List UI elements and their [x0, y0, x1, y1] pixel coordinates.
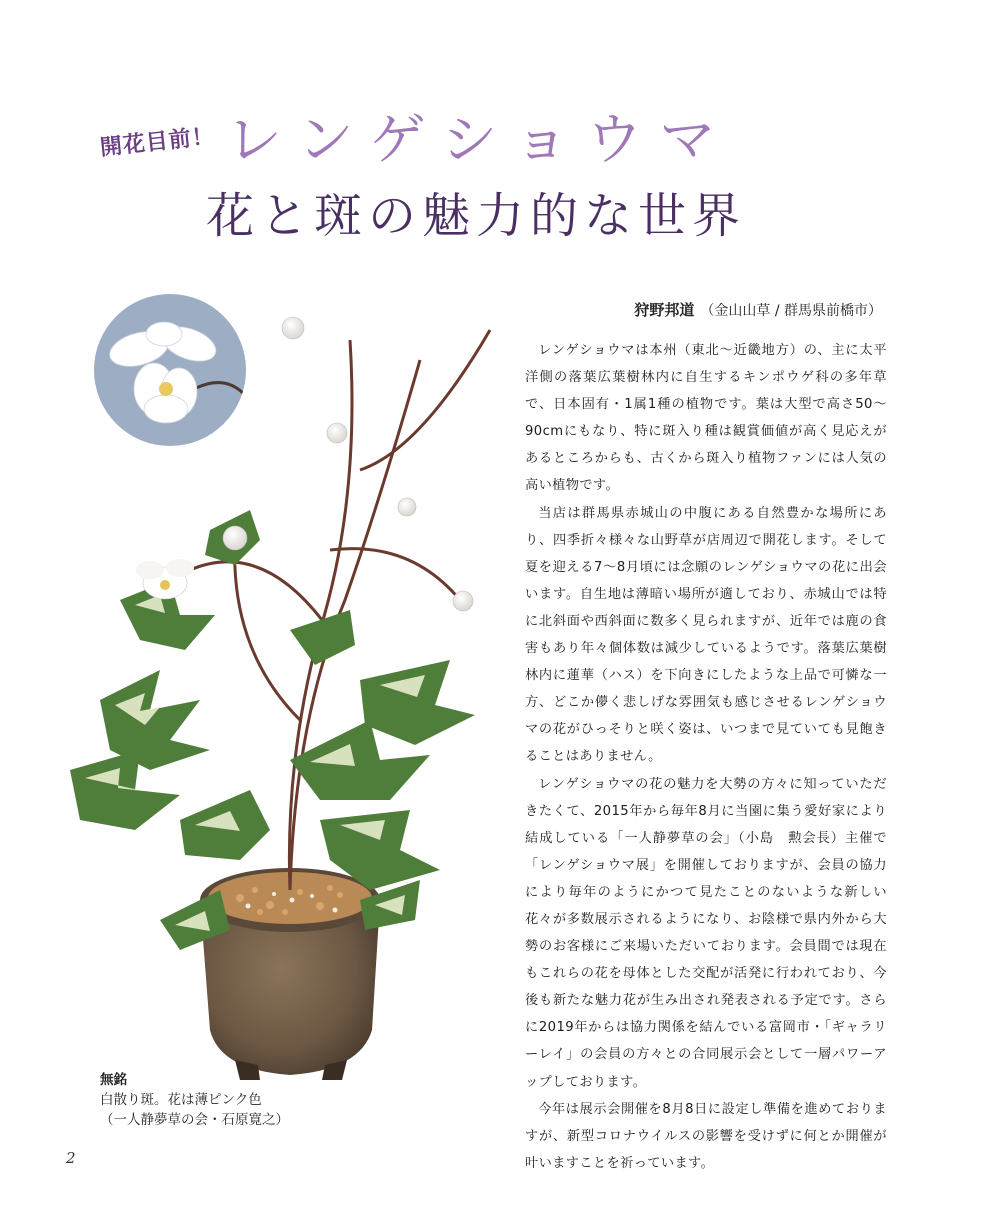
pot — [200, 868, 380, 1080]
author-byline — [634, 299, 882, 320]
photo-caption — [100, 1070, 289, 1130]
paragraph-1: レンゲショウマは本州（東北〜近畿地方）の、主に太平洋側の落葉広葉樹林内に自生するキンポウゲ科の多年草で、日本固有・1属1種の植物です。葉は大型で高さ50〜90cmにもなり、特に斑入り種は観賞価値が高く見応えがあるところからも、古くから斑入り植物ファンには人気の高い植物です。 — [525, 343, 887, 494]
article-subtitle: 花と斑の魅力的な世界 — [206, 188, 747, 244]
article-title: レンゲショウマ — [226, 108, 733, 173]
paragraph-3: レンゲショウマの花の魅力を大勢の方々に知っていただきたくて、2015年から毎年8月に当園に集う愛好家により結成している「一人静夢草の会」（小島 勲会長）主催で「レンゲショウマ展」を開催しておりますが、会員の協力により毎年のようにかつて見たことのないような新しい花々が多数展示されるようになり、お陰様で県内外から大勢のお客様にご来場いただいております。会員間では現在もこれらの花を母体とした交配が活発に行われており、今後も新たな魅力花が生み出され発表される予定です。さらに2019年からは協力関係を結んでいる富岡市・「ギャラリーレイ」の会員の方々との合同展示会として一層パワーアップしております。 — [525, 776, 887, 1090]
caption-line-1: 白散り斑。花は薄ピンク色 — [100, 1092, 262, 1108]
kicker-text: 開花目前！ — [98, 124, 216, 161]
article-header — [0, 0, 1000, 270]
caption-line-2: （一人静夢草の会・石原寛之） — [100, 1112, 289, 1128]
closeup-flower-image — [94, 294, 246, 446]
paragraph-2: 当店は群馬県赤城山の中腹にある自然豊かな場所にあり、四季折々様々な山野草が店周辺で開花します。そして夏を迎える7〜8月頃には念願のレンゲショウマの花に出会います。自生地は薄暗い場所が適しており、赤城山では特に北斜面や西斜面に数多く見られますが、近年では鹿の食害もあり年々個体数は減少しているようです。落葉広葉樹林内に蓮華（ハス）を下向きにしたような上品で可憐な一方、どこか儚く悲しげな雰囲気も感じさせるレンゲショウマの花がひっそりと咲く姿は、いつまで見ていても見飽きることはありません。 — [525, 505, 887, 765]
paragraph-4: 今年は展示会開催を8月8日に設定し準備を進めておりますが、新型コロナウイルスの影響を受けずに何とか開催が叶いますことを祈っています。 — [525, 1101, 887, 1171]
flower-closeup-photo — [94, 294, 246, 446]
page-number: 2 — [66, 1149, 76, 1167]
caption-title: 無銘 — [100, 1072, 127, 1088]
article-body — [525, 337, 887, 1177]
author-name: 狩野邦道 — [634, 301, 695, 319]
author-affiliation: （金山山草 / 群馬県前橋市） — [700, 303, 882, 319]
